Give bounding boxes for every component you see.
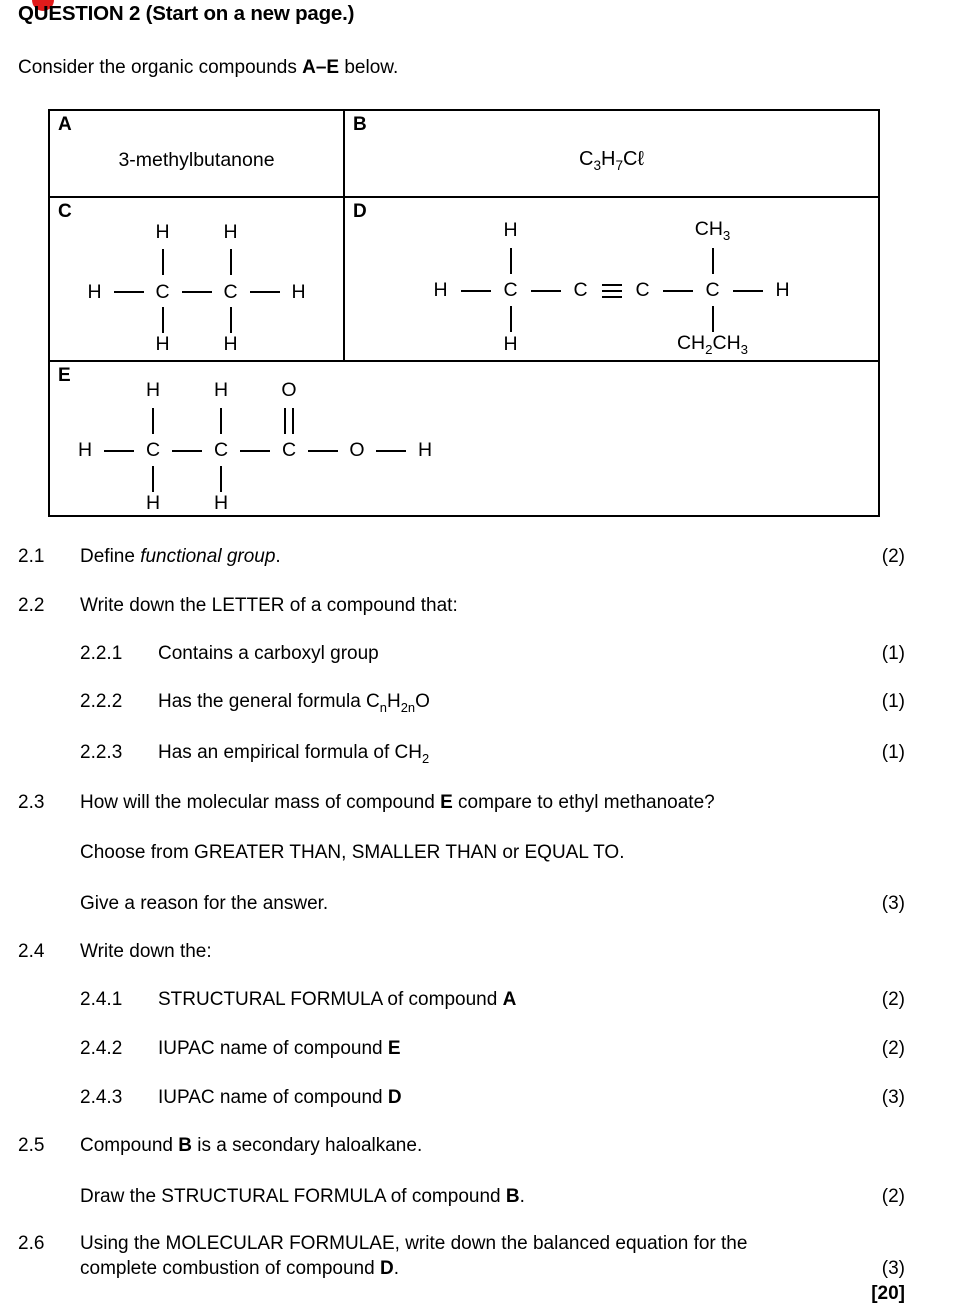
- bond-vertical: [162, 249, 164, 275]
- question-number-2-1: 2.1: [18, 546, 45, 567]
- question-total-marks: [20]: [871, 1283, 905, 1304]
- atom-e-top-2: H: [213, 379, 229, 401]
- compound-cell-e: [50, 362, 878, 515]
- compound-b-formula: $C_3H_7C\ell$: [579, 148, 644, 173]
- atom-d-triple-left: C: [573, 279, 588, 302]
- atom-c-top-1: H: [155, 220, 170, 243]
- bond-vertical: [162, 307, 164, 333]
- question-number-2-5: 2.5: [18, 1135, 45, 1156]
- intro-line: [18, 57, 398, 79]
- question-marks-2-3: (3): [881, 893, 905, 914]
- bond-horizontal: [182, 291, 212, 293]
- atom-e-top-3: O: [281, 379, 297, 401]
- atom-c-chain-1: H: [87, 280, 102, 303]
- question-number-2-2-1: 2.2.1: [80, 643, 123, 664]
- compound-body-b: [345, 111, 878, 196]
- atom-d-chain-2: C: [503, 279, 518, 302]
- bond-vertical: [220, 408, 222, 434]
- question-text-2-3-reason: Give a reason for the answer.: [80, 893, 329, 914]
- molecule-diagram-e: [72, 378, 438, 514]
- compound-letter-e: E: [58, 365, 71, 386]
- question-text-2-3-choose: Choose from GREATER THAN, SMALLER THAN or EQUAL TO.: [80, 842, 625, 863]
- bond-triple: [602, 284, 622, 298]
- atom-e-top-1: H: [145, 379, 161, 401]
- compound-letter-b: B: [353, 114, 367, 135]
- question-number-2-3: 2.3: [18, 792, 45, 813]
- bond-vertical: [712, 248, 714, 274]
- atom-e-bottom-2: H: [213, 491, 229, 514]
- atom-d-bottom-right: $CH_2CH_3$: [676, 331, 749, 357]
- question-marks-2-5: (2): [881, 1186, 905, 1207]
- question-marks-2-1: (2): [881, 546, 905, 567]
- question-number-2-4-1: 2.4.1: [80, 989, 123, 1010]
- atom-e-chain-3: C: [213, 439, 229, 461]
- atom-d-chain-3: C: [705, 279, 720, 302]
- atom-e-chain-6: H: [417, 439, 433, 461]
- question-text-2-2-1: Contains a carboxyl group: [158, 643, 379, 664]
- bond-horizontal: [663, 290, 693, 292]
- compound-cell-a: [50, 111, 345, 196]
- bond-vertical: [152, 408, 154, 434]
- question-number-2-4: 2.4: [18, 941, 45, 962]
- atom-e-chain-1: H: [77, 439, 93, 461]
- question-text-2-4-1: STRUCTURAL FORMULA of compound A: [158, 989, 517, 1010]
- atom-d-bottom-left: H: [503, 333, 518, 356]
- compound-letter-d: D: [353, 201, 367, 222]
- question-text-2-6-line1: Using the MOLECULAR FORMULAE, write down the balanced equation for the: [80, 1233, 748, 1254]
- atom-c-top-2: H: [223, 220, 238, 243]
- bond-vertical: [230, 307, 232, 333]
- atom-e-chain-5: O: [349, 439, 365, 461]
- question-text-2-2-3: Has an empirical formula of $CH_2$: [158, 742, 430, 766]
- atom-c-bottom-2: H: [223, 333, 238, 356]
- atom-e-bottom-1: H: [145, 491, 161, 514]
- table-row-e: [50, 362, 878, 515]
- question-number-2-2-3: 2.2.3: [80, 742, 123, 763]
- question-number-2-4-3: 2.4.3: [80, 1087, 123, 1108]
- atom-d-top-right: $CH_3$: [694, 217, 731, 243]
- compound-letter-a: A: [58, 114, 72, 135]
- bond-horizontal: [114, 291, 144, 293]
- compound-body-e: [50, 362, 878, 515]
- bond-double-vertical: [283, 408, 295, 434]
- bond-horizontal: [733, 290, 763, 292]
- compound-body-c: [50, 198, 343, 360]
- question-text-2-1: Define functional group.: [80, 546, 281, 567]
- compound-body-d: [345, 198, 878, 360]
- question-text-2-4-2: IUPAC name of compound E: [158, 1038, 401, 1059]
- question-marks-2-4-3: (3): [881, 1087, 905, 1108]
- atom-c-chain-3: C: [223, 280, 238, 303]
- compound-letter-c: C: [58, 201, 72, 222]
- question-text-2-4-3: IUPAC name of compound D: [158, 1087, 402, 1108]
- compound-cell-c: [50, 198, 345, 360]
- question-number-2-4-2: 2.4.2: [80, 1038, 123, 1059]
- atom-c-bottom-1: H: [155, 333, 170, 356]
- bond-horizontal: [240, 450, 270, 452]
- intro-text-pre: Consider the organic compounds: [18, 57, 303, 78]
- question-marks-2-4-1: (2): [881, 989, 905, 1010]
- question-text-2-6-line2: complete combustion of compound D.: [80, 1258, 399, 1279]
- question-number-2-2-2: 2.2.2: [80, 691, 123, 712]
- question-marks-2-2-2: (1): [881, 691, 905, 712]
- page-title: QUESTION 2 (Start on a new page.): [18, 2, 355, 25]
- atom-e-chain-2: C: [145, 439, 161, 461]
- question-marks-2-4-2: (2): [881, 1038, 905, 1059]
- question-text-2-5-draw: Draw the STRUCTURAL FORMULA of compound B.: [80, 1186, 525, 1207]
- question-text-2-2: Write down the LETTER of a compound that:: [80, 595, 458, 616]
- question-text-2-5: Compound B is a secondary haloalkane.: [80, 1135, 423, 1156]
- atom-e-chain-4: C: [281, 439, 297, 461]
- bond-horizontal: [250, 291, 280, 293]
- bond-vertical: [220, 466, 222, 492]
- question-text-2-3: How will the molecular mass of compound E compare to ethyl methanoate?: [80, 792, 715, 813]
- atom-d-triple-right: C: [635, 279, 650, 302]
- compound-cell-d: [345, 198, 878, 360]
- table-row-ab: [50, 111, 878, 198]
- atom-d-chain-4: H: [775, 279, 790, 302]
- question-number-2-6: 2.6: [18, 1233, 45, 1254]
- compound-body-a: [50, 111, 343, 196]
- bond-vertical: [230, 249, 232, 275]
- bond-horizontal: [104, 450, 134, 452]
- molecule-diagram-c: [82, 219, 312, 355]
- bond-horizontal: [308, 450, 338, 452]
- question-number-2-2: 2.2: [18, 595, 45, 616]
- bond-horizontal: [172, 450, 202, 452]
- question-marks-2-6: (3): [881, 1258, 905, 1279]
- bond-horizontal: [376, 450, 406, 452]
- intro-range-label: A–E: [302, 57, 340, 78]
- compound-a-name: 3-methylbutanone: [118, 149, 275, 171]
- question-marks-2-2-1: (1): [881, 643, 905, 664]
- compound-cell-b: [345, 111, 878, 196]
- atom-d-chain-1: H: [433, 279, 448, 302]
- molecule-diagram-d: [428, 218, 796, 356]
- bond-vertical: [510, 248, 512, 274]
- bond-vertical: [510, 306, 512, 332]
- intro-text-post: below.: [339, 57, 399, 78]
- bond-horizontal: [461, 290, 491, 292]
- table-row-cd: [50, 198, 878, 362]
- question-text-2-2-2: Has the general formula $C_nH_{2n}O$: [158, 691, 430, 715]
- question-text-2-4: Write down the:: [80, 941, 212, 962]
- atom-c-chain-2: C: [155, 280, 170, 303]
- bond-horizontal: [531, 290, 561, 292]
- bond-vertical: [152, 466, 154, 492]
- bond-vertical: [712, 306, 714, 332]
- compound-table: [48, 109, 880, 517]
- atom-c-chain-4: H: [291, 280, 306, 303]
- atom-d-top-left: H: [503, 219, 518, 242]
- question-marks-2-2-3: (1): [881, 742, 905, 763]
